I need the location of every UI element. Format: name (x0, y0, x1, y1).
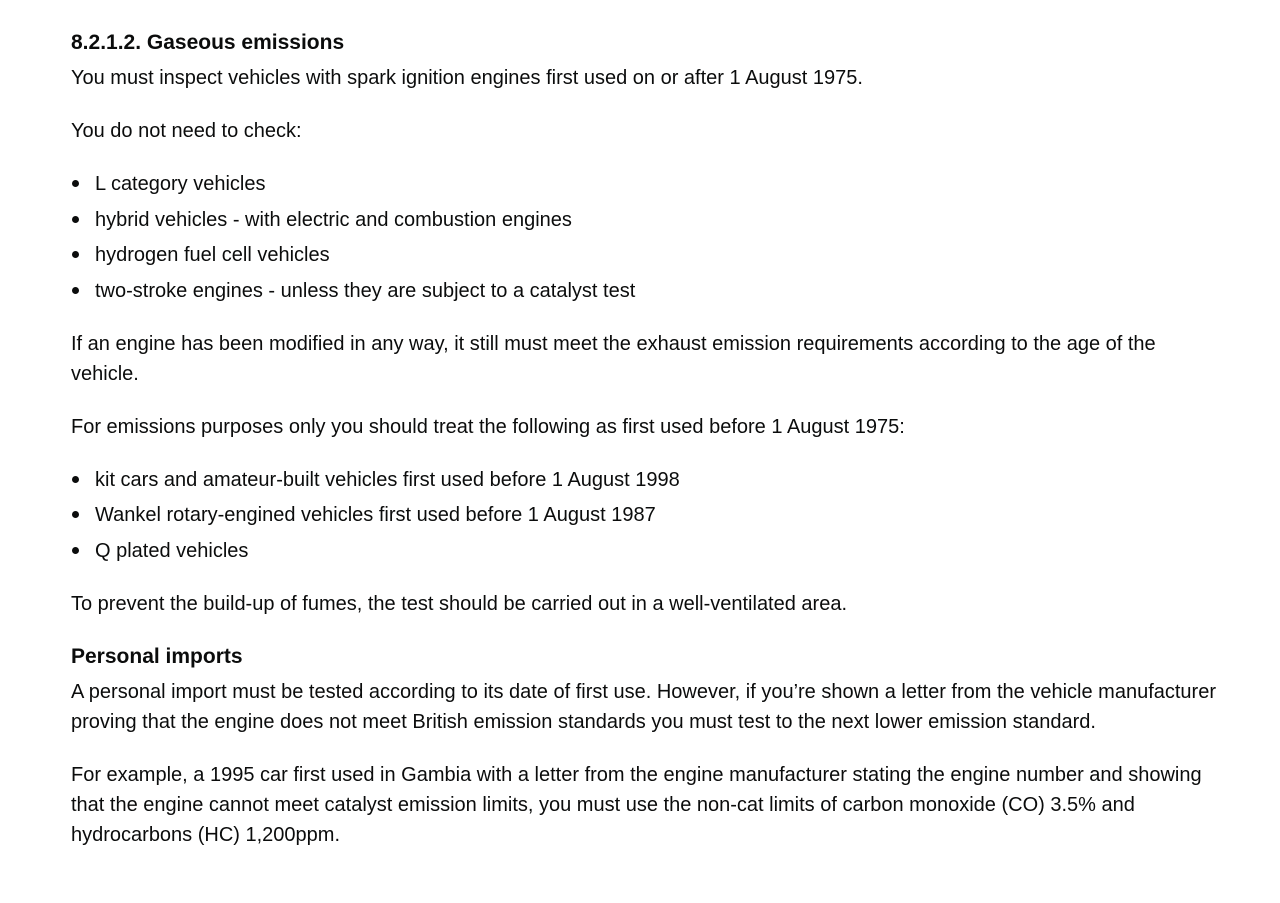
list-item: Wankel rotary-engined vehicles first used before 1 August 1987 (71, 500, 1216, 530)
pre1975-list (71, 465, 1216, 566)
list-item: hybrid vehicles - with electric and combustion engines (71, 205, 1216, 235)
personal-imports-paragraph: A personal import must be tested according to its date of first use. However, if you’re shown a letter from the vehicle manufacturer proving that the engine does not meet British emission standards you must test to the next lower emission standard. (71, 680, 1216, 733)
exemptions-list (71, 169, 1216, 306)
section-heading: 8.2.1.2. Gaseous emissions (71, 31, 345, 54)
list-item: kit cars and amateur-built vehicles first used before 1 August 1998 (71, 465, 1216, 495)
exemptions-intro: You do not need to check: (71, 120, 302, 142)
list-item: L category vehicles (71, 169, 1216, 199)
pre1975-intro: For emissions purposes only you should treat the following as first used before 1 August 1975: (71, 415, 905, 438)
document-content (71, 28, 1216, 873)
ventilation-paragraph: To prevent the build-up of fumes, the test should be carried out in a well-ventilated area. (71, 592, 848, 615)
intro-paragraph: You must inspect vehicles with spark ignition engines first used on or after 1 August 1975. (71, 67, 863, 89)
list-item: hydrogen fuel cell vehicles (71, 240, 1216, 270)
modified-engine-paragraph: If an engine has been modified in any way, it still must meet the exhaust emission requirements according to the age of the vehicle. (71, 332, 1156, 385)
list-item: two-stroke engines - unless they are subject to a catalyst test (71, 276, 1216, 306)
list-item: Q plated vehicles (71, 536, 1216, 566)
example-paragraph: For example, a 1995 car first used in Gambia with a letter from the engine manufacturer stating the engine number and showing that the engine cannot meet catalyst emission limits, you must use the non-cat limits of carbon monoxide (CO) 3.5% and hydrocarbons (HC) 1,200ppm. (71, 763, 1202, 846)
personal-imports-heading: Personal imports (71, 644, 243, 668)
